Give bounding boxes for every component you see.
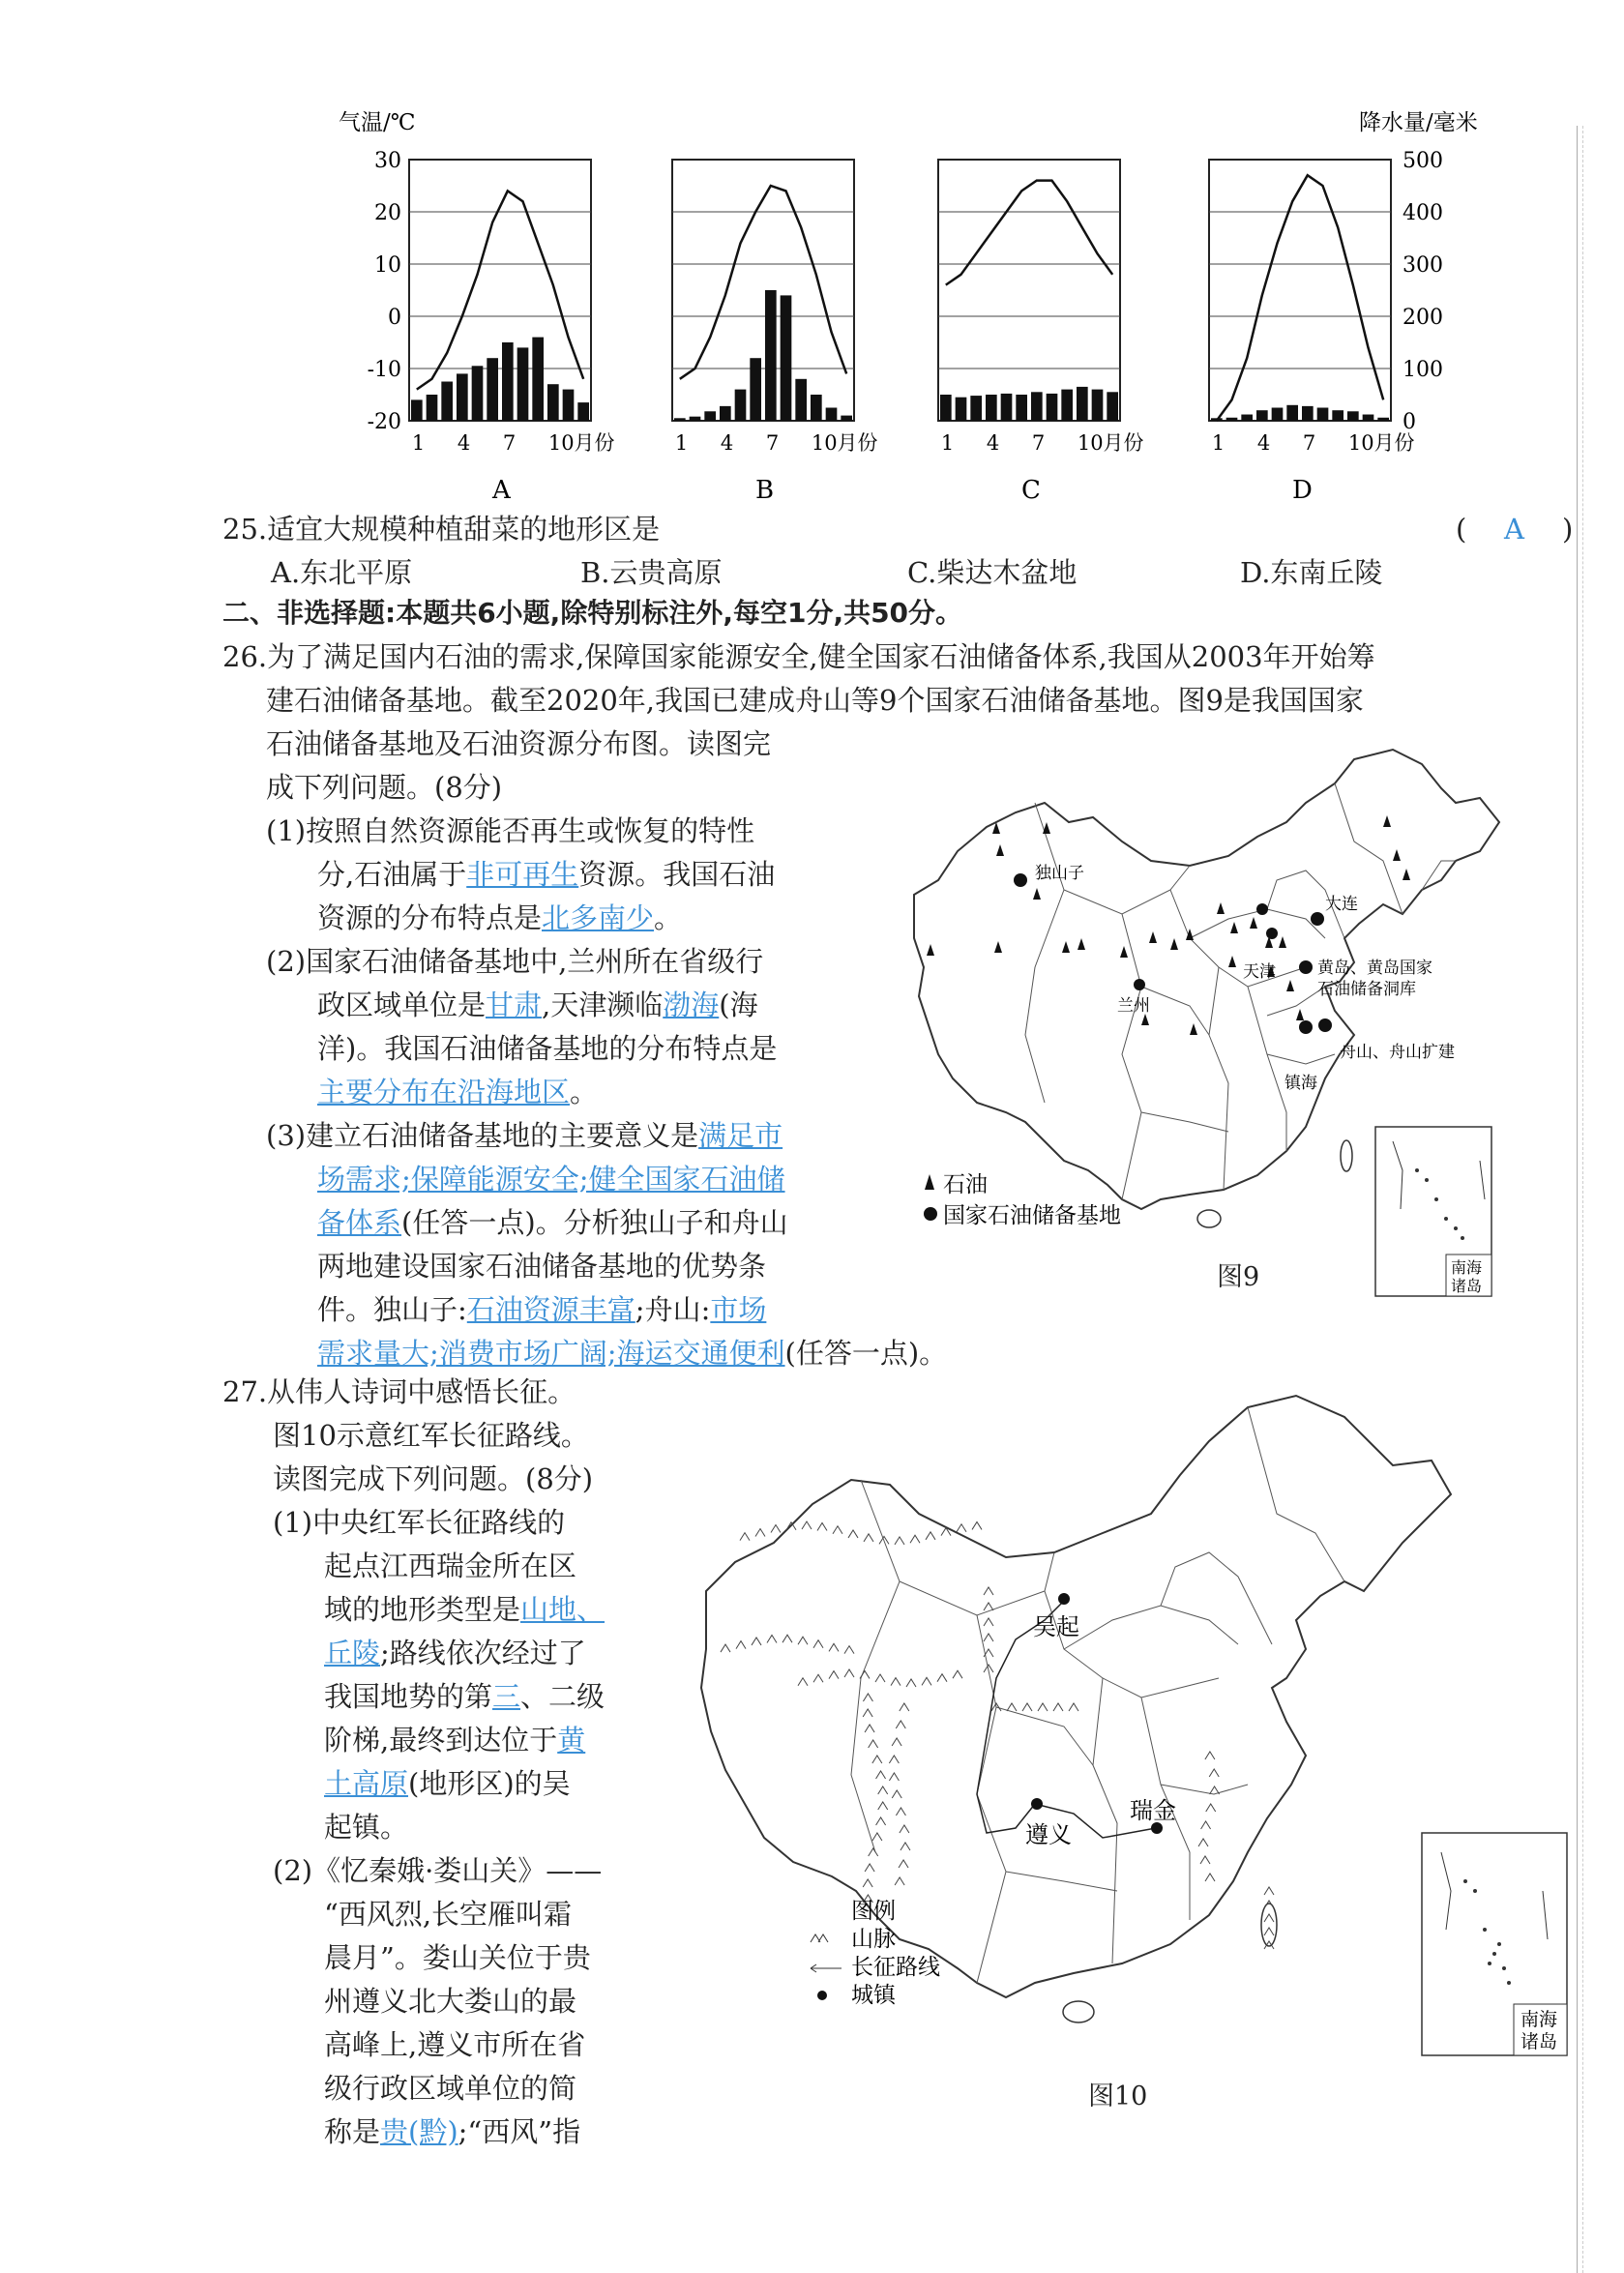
- q26-line1: 26.为了满足国内石油的需求,保障国家能源安全,健全国家石油储备体系,我国从2003年开始筹: [222, 640, 1375, 673]
- precip-bar: [1377, 418, 1389, 421]
- q26-p3-a: (3)建立石油储备基地的主要意义是满足市: [266, 1119, 783, 1152]
- answer-landform-1: 山地、: [520, 1593, 605, 1626]
- q27-p1-b: 起点江西瑞金所在区: [324, 1550, 577, 1582]
- q27-p1-e: 我国地势的第三、二级: [324, 1680, 605, 1713]
- precip-tick-label: 400: [1403, 201, 1443, 225]
- mountain-glyph: [755, 1529, 765, 1537]
- q26-p2-d: 主要分布在沿海地区。: [317, 1076, 599, 1108]
- mountain-glyph: [972, 1521, 982, 1529]
- base-lanzhou: [1134, 979, 1145, 990]
- mountain-glyph: [740, 1533, 750, 1541]
- month-tick-label: 4: [720, 431, 734, 455]
- precip-bar: [457, 373, 468, 421]
- precip-bar: [720, 406, 731, 421]
- map10-legend-route: 长征路线: [851, 1955, 940, 1980]
- panel-frame: [409, 160, 591, 421]
- q27-p2-g: 称是贵(黔);“西风”指: [324, 2115, 581, 2148]
- answer-nonrenewable: 非可再生: [466, 858, 579, 891]
- q26-p2-c: 洋)。我国石油储备基地的分布特点是: [317, 1032, 778, 1065]
- q27-line1: 27.从伟人诗词中感悟长征。: [222, 1375, 576, 1408]
- q27-p2-f: 级行政区域单位的简: [324, 2072, 577, 2105]
- q25-option-b: B.云贵高原: [580, 556, 723, 589]
- precip-bar: [704, 411, 716, 421]
- map10-label-zunyi: 遵义: [1025, 1821, 1072, 1848]
- precip-axis-label: 降水量/毫米: [1359, 110, 1478, 135]
- precip-tick-label: 0: [1403, 410, 1416, 434]
- town-zunyi: [1031, 1798, 1043, 1810]
- map9-label-tianjin: 天津: [1243, 962, 1276, 982]
- mountain-glyph: [1264, 1887, 1274, 1895]
- precip-bar: [1302, 406, 1314, 421]
- map-fig10: [667, 1388, 1586, 2104]
- map9-nanhai-1: 南海: [1451, 1258, 1483, 1277]
- month-tick-label: 4: [457, 431, 471, 455]
- q25-option-d: D.东南丘陵: [1240, 556, 1383, 589]
- q26-p3-c: 备体系(任答一点)。分析独山子和舟山: [317, 1206, 788, 1239]
- q27-p1-h: 起镇。: [324, 1811, 409, 1844]
- map9-legend-base-icon: [924, 1207, 937, 1221]
- precip-bar: [1016, 395, 1027, 421]
- map9-taiwan: [1341, 1140, 1352, 1171]
- map9-label-dalian: 大连: [1325, 895, 1358, 914]
- map9-label-zhoushan: 舟山、舟山扩建: [1340, 1043, 1455, 1062]
- precip-bar: [1061, 390, 1073, 421]
- month-tick-label: 7: [765, 431, 780, 455]
- town-wuqi: [1058, 1593, 1070, 1605]
- map10-legend-mountain: 山脉: [851, 1927, 896, 1952]
- month-tick-label: 4: [1256, 431, 1271, 455]
- precip-bar: [441, 382, 453, 422]
- month-tick-label: 1: [674, 431, 689, 455]
- precip-bar: [427, 395, 438, 421]
- map10-china-outline: [701, 1396, 1451, 1997]
- answer-plateau-2: 土高原: [324, 1767, 409, 1800]
- precip-tick-label: 300: [1403, 253, 1443, 278]
- q26-p2-b: 政区域单位是甘肃,天津濒临渤海(海: [317, 989, 758, 1021]
- temp-tick-label: 0: [388, 306, 401, 330]
- precip-bar: [1226, 418, 1238, 421]
- precip-bar: [1092, 390, 1104, 421]
- map10-label-wuqi: 吴起: [1033, 1613, 1079, 1640]
- mountain-glyph: [957, 1524, 966, 1532]
- precip-bar: [735, 390, 747, 421]
- precip-bar: [563, 390, 575, 421]
- precip-bar: [1363, 415, 1374, 421]
- temp-tick-label: -20: [367, 410, 401, 434]
- month-tick-label: 1: [1211, 431, 1225, 455]
- precip-bar: [750, 358, 761, 421]
- map9-label-huangdao2: 石油储备洞库: [1317, 980, 1416, 999]
- panel-letter: B: [755, 476, 775, 505]
- answer-zhoushan-1: 市场: [710, 1293, 767, 1326]
- panel-letter: D: [1292, 476, 1313, 505]
- panel-frame: [938, 160, 1120, 421]
- q26-p3-d: 两地建设国家石油储备基地的优势条: [317, 1250, 767, 1283]
- q26-line3: 石油储备基地及石油资源分布图。读图完: [266, 727, 772, 760]
- temp-tick-label: 20: [374, 201, 401, 225]
- precip-bar: [577, 402, 589, 421]
- map9-hainan: [1197, 1210, 1221, 1227]
- q27-p2-c: 晨月”。娄山关位于贵: [324, 1941, 591, 1974]
- precip-tick-label: 200: [1403, 306, 1443, 330]
- precip-bar: [986, 395, 997, 421]
- precip-bar: [472, 366, 484, 421]
- answer-meaning-1: 满足市: [698, 1119, 783, 1152]
- climate-panel-b: [672, 160, 878, 505]
- q25-option-c: C.柴达木盆地: [907, 556, 1078, 589]
- precip-bar: [690, 417, 701, 421]
- temp-axis-label: 气温/℃: [339, 110, 416, 135]
- climate-panel-c: [938, 160, 1144, 505]
- q27-p1-a: (1)中央红军长征路线的: [273, 1506, 566, 1539]
- climate-panel-a: [409, 160, 615, 505]
- map-fig9: [900, 745, 1567, 1306]
- precip-bar: [811, 395, 822, 421]
- precip-bar: [1241, 415, 1253, 421]
- precip-bar: [517, 347, 529, 421]
- q26-p3-e: 件。独山子:石油资源丰富;舟山:市场: [317, 1293, 767, 1326]
- q26-p3-b: [317, 1158, 785, 1200]
- map10-legend-title: 图例: [851, 1899, 896, 1924]
- base-zhenhai: [1299, 1020, 1313, 1034]
- precip-tick-label: 500: [1403, 149, 1443, 173]
- temp-tick-label: -10: [367, 358, 401, 382]
- section2-title: 二、非选择题:本题共6小题,除特别标注外,每空1分,共50分。: [222, 597, 963, 629]
- answer-zhoushan-2: 需求量大;消费市场广阔;海运交通便利: [317, 1337, 785, 1370]
- q27-p2-a: (2)《忆秦娥·娄山关》——: [273, 1854, 603, 1887]
- precip-bar: [1317, 408, 1329, 422]
- climate-panel-d: [1209, 160, 1415, 505]
- map9-nanhai-2: 诸岛: [1451, 1277, 1483, 1295]
- precip-bar: [1272, 408, 1284, 422]
- precip-bar: [765, 290, 777, 421]
- precip-bar: [1286, 405, 1298, 421]
- q25-stem: 25.适宜大规模种植甜菜的地形区是: [222, 513, 661, 546]
- q26-line2: 建石油储备基地。截至2020年,我国已建成舟山等9个国家石油储备基地。图9是我国国家: [266, 684, 1364, 717]
- base-huangdao: [1299, 960, 1313, 974]
- base-tianjin-2: [1266, 928, 1278, 939]
- month-tick-label: 10月份: [1077, 431, 1144, 455]
- map9-legend-oil: 石油: [943, 1172, 988, 1197]
- base-dalian: [1311, 912, 1324, 926]
- base-dushanzi: [1014, 873, 1027, 887]
- panel-frame: [1209, 160, 1391, 421]
- q26-p2-a: (2)国家石油储备基地中,兰州所在省级行: [266, 945, 764, 978]
- map10-legend-route-icon: [811, 1964, 842, 1972]
- map9-label-zhenhai: 镇海: [1284, 1074, 1317, 1093]
- map9-label-dushanzi: 独山子: [1035, 864, 1084, 883]
- fig10-caption: 图10: [1088, 2081, 1148, 2111]
- map10-legend-mountain-icon: [811, 1934, 828, 1942]
- map10-legend-town: 城镇: [851, 1983, 896, 2008]
- q25-paren-open: (: [1456, 513, 1467, 546]
- answer-guizhou: 贵(黔): [380, 2115, 458, 2148]
- q26-p3-f: 需求量大;消费市场广阔;海运交通便利(任答一点)。: [317, 1337, 948, 1370]
- base-zhoushan: [1318, 1018, 1332, 1032]
- precip-bar: [795, 379, 807, 421]
- precip-bar: [1031, 392, 1043, 421]
- precip-bar: [1077, 387, 1088, 421]
- answer-step: 三: [492, 1680, 521, 1713]
- q26-line4: 成下列问题。(8分): [266, 771, 503, 804]
- precip-bar: [781, 295, 792, 421]
- q27-p1-d: 丘陵;路线依次经过了: [324, 1637, 586, 1669]
- precip-bar: [1332, 410, 1343, 421]
- precip-bar: [841, 416, 852, 421]
- answer-distribution: 北多南少: [542, 901, 655, 934]
- precip-bar: [1347, 411, 1359, 421]
- climate-charts: [310, 97, 1528, 513]
- panel-letter: A: [492, 476, 511, 505]
- precip-tick-label: 100: [1403, 358, 1443, 382]
- q27-p2-e: 高峰上,遵义市所在省: [324, 2028, 586, 2061]
- q26-p1-b: 分,石油属于非可再生资源。我国石油: [317, 858, 776, 891]
- month-tick-label: 4: [986, 431, 1000, 455]
- answer-coastal: 主要分布在沿海地区: [317, 1076, 571, 1108]
- map10-hainan: [1063, 2001, 1094, 2022]
- q27-p1-f: 阶梯,最终到达位于黄: [324, 1724, 586, 1756]
- temp-tick-label: 10: [374, 253, 401, 278]
- q27-p2-b: “西风烈,长空雁叫霜: [324, 1898, 573, 1931]
- answer-plateau-1: 黄: [557, 1724, 586, 1756]
- month-tick-label: 7: [502, 431, 517, 455]
- map9-legend-base: 国家石油储备基地: [943, 1203, 1121, 1228]
- q25-paren-close: ): [1562, 513, 1574, 546]
- q27-line2: 图10示意红军长征路线。: [273, 1419, 589, 1452]
- month-tick-label: 10月份: [547, 431, 615, 455]
- answer-landform-2: 丘陵: [324, 1637, 381, 1669]
- base-tianjin: [1256, 903, 1268, 915]
- temp-tick-label: 30: [374, 149, 401, 173]
- q27-line3: 读图完成下列问题。(8分): [273, 1462, 594, 1495]
- q26-p1-c: 资源的分布特点是北多南少。: [317, 901, 683, 934]
- q25-option-a: A.东北平原: [271, 556, 413, 589]
- q27-p1-g: 土高原(地形区)的吴: [324, 1767, 571, 1800]
- map10-label-ruijin: 瑞金: [1130, 1797, 1176, 1824]
- answer-meaning-3: 备体系: [317, 1206, 402, 1239]
- month-tick-label: 1: [940, 431, 955, 455]
- answer-meaning-2: 场需求;保障能源安全;健全国家石油储: [317, 1163, 785, 1196]
- precip-bar: [532, 338, 544, 421]
- month-tick-label: 10月份: [811, 431, 878, 455]
- precip-bar: [1047, 394, 1058, 421]
- month-tick-label: 10月份: [1347, 431, 1415, 455]
- precip-bar: [1256, 410, 1268, 421]
- map9-label-huangdao: 黄岛、黄岛国家: [1317, 959, 1432, 978]
- answer-dushanzi: 石油资源丰富: [466, 1293, 635, 1326]
- map10-taiwan: [1261, 1904, 1277, 1946]
- precip-bar: [487, 358, 498, 421]
- month-tick-label: 7: [1031, 431, 1046, 455]
- precip-bar: [674, 418, 686, 421]
- map10-legend-town-icon: [817, 1991, 827, 2000]
- q25-answer: A: [1504, 513, 1524, 546]
- precip-bar: [826, 408, 838, 422]
- q27-p2-d: 州遵义北大娄山的最: [324, 1985, 577, 2018]
- map10-nanhai-1: 南海: [1521, 2009, 1558, 2030]
- panel-letter: C: [1021, 476, 1041, 505]
- mountain-glyph: [771, 1525, 781, 1533]
- q26-p1-a: (1)按照自然资源能否再生或恢复的特性: [266, 814, 755, 847]
- precip-bar: [502, 342, 514, 421]
- map9-legend-oil-icon: [925, 1174, 934, 1190]
- answer-bohai: 渤海: [663, 989, 720, 1021]
- map10-nanhai-2: 诸岛: [1521, 2031, 1558, 2052]
- precip-bar: [547, 384, 559, 421]
- precip-bar: [1001, 394, 1013, 421]
- precip-bar: [956, 398, 967, 421]
- fig9-caption: 图9: [1217, 1262, 1260, 1292]
- precip-bar: [940, 395, 952, 421]
- map9-label-lanzhou: 兰州: [1117, 996, 1150, 1016]
- month-tick-label: 7: [1302, 431, 1316, 455]
- month-tick-label: 1: [411, 431, 426, 455]
- q27-p1-c: 域的地形类型是山地、: [324, 1593, 605, 1626]
- precip-bar: [1107, 392, 1118, 421]
- precip-bar: [411, 399, 423, 421]
- precip-bar: [970, 396, 982, 421]
- answer-gansu: 甘肃: [486, 989, 543, 1021]
